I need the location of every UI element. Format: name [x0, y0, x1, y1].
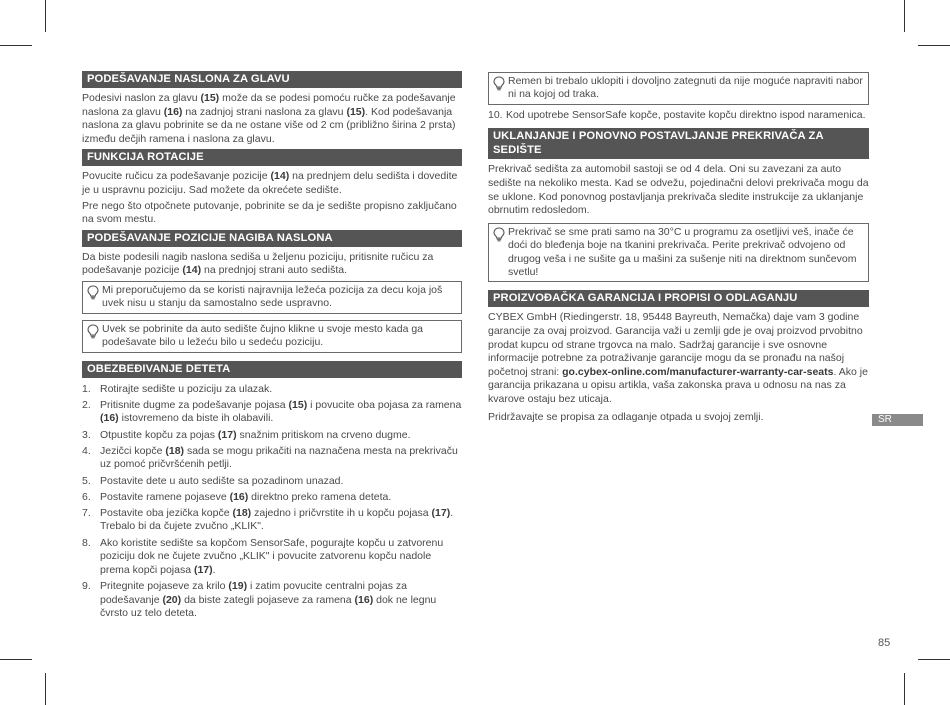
note-box: [82, 281, 462, 314]
crop-mark: [0, 659, 32, 660]
note-text: Mi preporučujemo da se koristi najravnija ležeća pozicija za decu koja još uvek nisu u stanju da samostalno sede uspravno.: [102, 283, 443, 310]
lightbulb-icon: [493, 227, 505, 242]
lightbulb-icon: [87, 285, 99, 300]
list-item: 2. Pritisnite dugme za podešavanje pojasa (15) i povucite oba pojasa za ramena (16) istovremeno da biste ih olabavili.: [82, 398, 462, 425]
section-heading: FUNKCIJA ROTACIJE: [82, 149, 462, 166]
section-heading: OBEZBEĐIVANJE DETETA: [82, 361, 462, 378]
crop-mark: [0, 45, 32, 46]
note-box: [488, 72, 869, 105]
list-item: 7. Postavite oba jezička kopče (18) zajedno i pričvrstite ih u kopču pojasa (17). Trebalo bi da čujete zvučno „KLIK".: [82, 506, 454, 533]
lightbulb-icon: [87, 324, 99, 339]
crop-mark: [918, 659, 950, 660]
paragraph: Podesivi naslon za glavu (15) može da se podesi pomoću ručke za podešavanje naslona za glavu (16) na zadnjoj strani naslona za glavu (15). Kod podešavanja naslona za glavu pobrinite se da ne ostane više od 2 cm (približno širina 2 prsta) između dečjih ramena i naslona za glavu.: [82, 92, 456, 145]
warranty-link[interactable]: go.cybex-online.com/manufacturer-warranty-car-seats: [562, 365, 834, 378]
crop-mark: [45, 0, 46, 32]
crop-mark: [45, 673, 46, 705]
lightbulb-icon: [493, 76, 505, 91]
crop-mark: [904, 0, 905, 32]
section-heading: PODEŠAVANJE POZICIJE NAGIBA NASLONA: [82, 230, 462, 247]
page-number: 85: [878, 637, 891, 649]
right-column: [488, 72, 869, 426]
instruction-list: [82, 383, 462, 621]
list-item: 9. Pritegnite pojaseve za krilo (19) i zatim povucite centralni pojas za podešavanje (20) da biste zategli pojaseve za ramena (16) dok ne legnu čvrsto uz telo deteta.: [82, 580, 437, 620]
language-tab: SR: [872, 414, 923, 426]
list-item: 5. Postavite dete u auto sedište sa pozadinom unazad.: [82, 474, 344, 487]
list-item: 1. Rotirajte sedište u poziciju za ulazak.: [82, 382, 273, 395]
list-item: 4. Jezičci kopče (18) sada se mogu prikačiti na naznačena mesta na prekrivaču uz pomoć pričvršćenih petlji.: [82, 444, 458, 471]
paragraph: Da biste podesili nagib naslona sediša u željenu poziciju, pritisnite ručicu za podešavanje pozicije (14) na prednjoj strani auto sedišta.: [82, 250, 434, 277]
note-text: Prekrivač se sme prati samo na 30°C u programu za osetljivi veš, inače će doći do bleđenja boje na tkanini prekrivača. Perite prekrivač odvojeno od drugog veša i ne sušite ga u mašini za sušenje niti na direktnom sunčevom svetlu!: [508, 225, 857, 278]
list-item: 10. Kod upotrebe SensorSafe kopče, postavite kopču direktno ispod naramenica.: [488, 108, 866, 121]
crop-mark: [918, 45, 950, 46]
left-column: [82, 71, 462, 623]
section-heading: PROIZVOĐAČKA GARANCIJA I PROPISI O ODLAGANJU: [488, 290, 869, 307]
note-text: Uvek se pobrinite da auto sedište čujno klikne u svoje mesto kada ga podešavate bilo u ležeću bilo u sedeću poziciju.: [102, 322, 424, 349]
note-text: Remen bi trebalo uklopiti i dovoljno zategnuti da nije moguće napraviti nabor ni na kojoj od traka.: [508, 75, 863, 101]
paragraph: CYBEX GmbH (Riedingerstr. 18, 95448 Bayreuth, Nemačka) daje vam 3 godine garancije za ovaj proizvod. Garancija važi u zemlji gde je ovaj proizvod prvobitno prodat kupcu od strane trgovca na malo. Sadržaj garancije i sve osnovne informacije potrebne za potraživanje garancije mogu da se pronađu na našoj početnoj strani: go.cybex-online.com/manufacturer-warranty-car-seats. Ako je garancija prikazana u opisu artikla, vaša zakonska prava u odnosu na nas za kvarove ostaju bez uticaja.: [488, 311, 868, 405]
section-heading: PODEŠAVANJE NASLONA ZA GLAVU: [82, 71, 462, 88]
paragraph: Pridržavajte se propisa za odlaganje otpada u svojoj zemlji.: [488, 410, 764, 423]
list-item: 3. Otpustite kopču za pojas (17) snažnim pritiskom na crveno dugme.: [82, 428, 411, 441]
note-box: [488, 223, 869, 283]
note-box: [82, 320, 462, 353]
paragraph: Pre nego što otpočnete putovanje, pobrinite se da je sedište propisno zaključano na svom mestu.: [82, 199, 457, 226]
instruction-list: [488, 109, 869, 123]
section-heading: UKLANJANJE I PONOVNO POSTAVLJANJE PREKRIVAČA ZA SEDIŠTE: [488, 128, 869, 159]
list-item: 8. Ako koristite sedište sa kopčom SensorSafe, pogurajte kopču u zatvorenu poziciju dok ne čujete zvučno „KLIK" i povucite zatvorenu kopču nadole prema kopči pojasa (17).: [82, 536, 444, 576]
paragraph: Povucite ručicu za podešavanje pozicije (14) na prednjem delu sedišta i dovedite je u uspravnu poziciju. Sad možete da okrećete sedište.: [82, 170, 458, 196]
crop-mark: [904, 673, 905, 705]
list-item: 6. Postavite ramene pojaseve (16) direktno preko ramena deteta.: [82, 490, 392, 503]
paragraph: Prekrivač sedišta za automobil sastoji se od 4 dela. Oni su zavezani za auto sedište na nekoliko mesta. Kad se odvežu, pojedinačni delovi prekrivača mogu da se uklone. Kod ponovnog postavljanja prekrivača sledite instrukcije za uklanjanje obrnutim redosledom.: [488, 163, 869, 217]
